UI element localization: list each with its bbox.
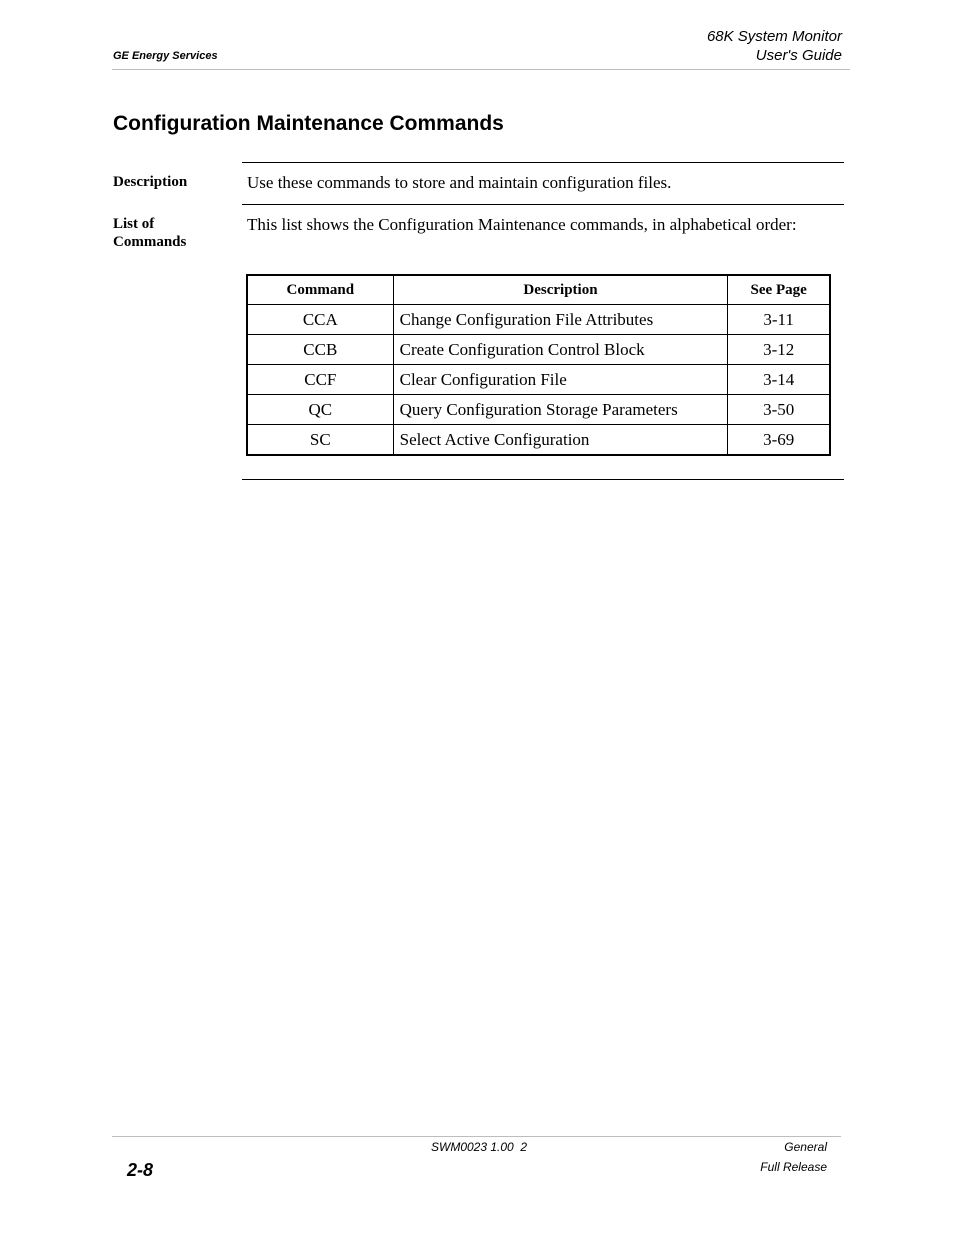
cell-page: 3-12	[728, 335, 830, 365]
cell-command: QC	[247, 395, 393, 425]
commands-table	[246, 274, 831, 456]
cell-page: 3-11	[728, 305, 830, 335]
cell-page: 3-14	[728, 365, 830, 395]
cell-command: SC	[247, 425, 393, 456]
section-title: Configuration Maintenance Commands	[113, 112, 504, 135]
column-header-description: Description	[393, 275, 728, 305]
table-row	[247, 365, 830, 395]
header-doc-title	[707, 27, 842, 65]
rule-middle	[242, 204, 844, 205]
cell-command: CCA	[247, 305, 393, 335]
column-header-command: Command	[247, 275, 393, 305]
header-title-line2: User's Guide	[755, 47, 842, 64]
cell-description: Select Active Configuration	[393, 425, 728, 456]
footer-divider	[112, 1136, 841, 1137]
rule-top	[242, 162, 844, 163]
cell-page: 3-69	[728, 425, 830, 456]
column-header-see-page: See Page	[728, 275, 830, 305]
footer-release: Full Release	[760, 1160, 827, 1174]
table-header-row	[247, 275, 830, 305]
cell-description: Change Configuration File Attributes	[393, 305, 728, 335]
cell-description: Create Configuration Control Block	[393, 335, 728, 365]
cell-command: CCF	[247, 365, 393, 395]
list-heading: List of Commands	[113, 216, 187, 250]
description-text: Use these commands to store and maintain configuration files.	[247, 173, 672, 192]
header-title-line1: 68K System Monitor	[706, 28, 842, 45]
table-row	[247, 305, 830, 335]
footer-category: General	[784, 1140, 827, 1154]
footer-doc-id: SWM0023 1.00 2	[431, 1140, 528, 1154]
footer-page-number: 2-8	[127, 1160, 154, 1180]
table-row	[247, 395, 830, 425]
rule-bottom	[242, 479, 844, 480]
description-heading: Description	[113, 174, 188, 190]
table-row	[247, 335, 830, 365]
list-intro-text: This list shows the Configuration Maintenance commands, in alphabetical order:	[247, 215, 797, 234]
table-row	[247, 425, 830, 456]
header-divider	[112, 69, 850, 70]
header-company: GE Energy Services	[113, 50, 218, 62]
cell-description: Query Configuration Storage Parameters	[393, 395, 728, 425]
cell-command: CCB	[247, 335, 393, 365]
cell-page: 3-50	[728, 395, 830, 425]
cell-description: Clear Configuration File	[393, 365, 728, 395]
